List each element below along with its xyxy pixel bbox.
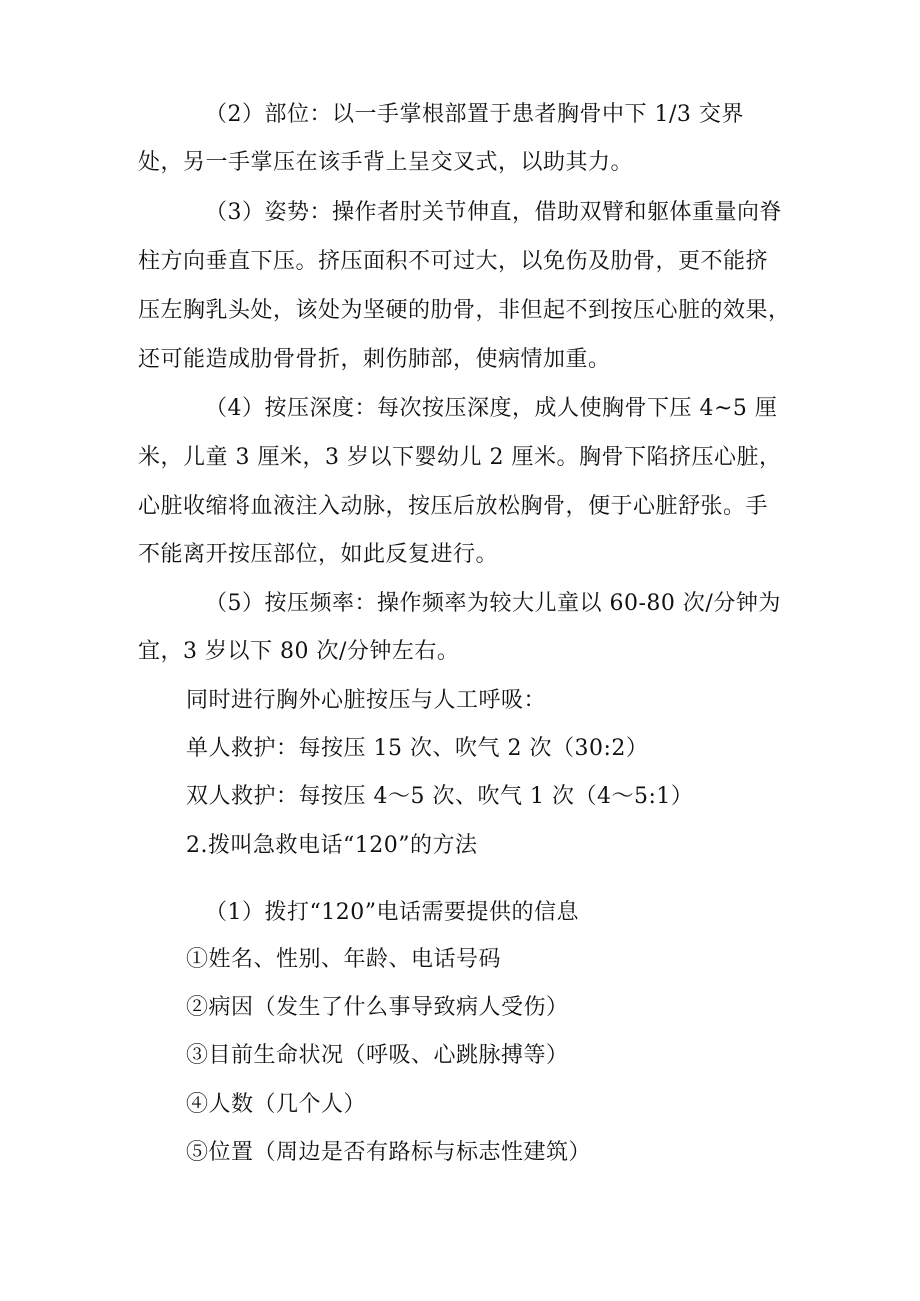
text-line: 柱方向垂直下压。挤压面积不可过大，以免伤及肋骨，更不能挤 bbox=[138, 249, 769, 274]
subsection-title: （1）拨打“120”电话需要提供的信息 bbox=[205, 900, 579, 925]
text-line: （4）按压深度：每次按压深度，成人使胸骨下压 4~5 厘 bbox=[205, 396, 778, 421]
text-line: 处，另一手掌压在该手背上呈交叉式，以助其力。 bbox=[138, 150, 634, 175]
text-line: 心脏收缩将血液注入动脉，按压后放松胸骨，便于心脏舒张。手 bbox=[138, 494, 769, 519]
list-item: ②病因（发生了什么事导致病人受伤） bbox=[186, 995, 569, 1020]
list-item: ⑤位置（周边是否有路标与标志性建筑） bbox=[186, 1140, 592, 1165]
list-item: ③目前生命状况（呼吸、心跳脉搏等） bbox=[186, 1043, 569, 1068]
text-line: 米，儿童 3 厘米，3 岁以下婴幼儿 2 厘米。胸骨下陷挤压心脏， bbox=[138, 445, 782, 470]
single-rescue-line: 单人救护：每按压 15 次、吹气 2 次（30:2） bbox=[186, 736, 649, 761]
text-line: 压左胸乳头处，该处为坚硬的肋骨，非但起不到按压心脏的效果， bbox=[138, 298, 791, 323]
list-item: ④人数（几个人） bbox=[186, 1092, 367, 1117]
text-line: （3）姿势：操作者肘关节伸直，借助双臂和躯体重量向脊 bbox=[205, 200, 782, 225]
section-title: 2.拨叫急救电话“120”的方法 bbox=[186, 833, 478, 858]
double-rescue-line: 双人救护：每按压 4～5 次、吹气 1 次（4～5:1） bbox=[186, 784, 694, 809]
text-line: 还可能造成肋骨骨折，刺伤肺部，使病情加重。 bbox=[138, 347, 611, 372]
simultaneous-heading: 同时进行胸外心脏按压与人工呼吸： bbox=[186, 688, 547, 713]
text-line: 不能离开按压部位，如此反复进行。 bbox=[138, 542, 499, 567]
text-line: （2）部位：以一手掌根部置于患者胸骨中下 1/3 交界 bbox=[205, 102, 744, 127]
text-line: 宜，3 岁以下 80 次/分钟左右。 bbox=[138, 639, 460, 664]
text-line: （5）按压频率：操作频率为较大儿童以 60-80 次/分钟为 bbox=[205, 591, 781, 616]
list-item: ①姓名、性别、年龄、电话号码 bbox=[186, 947, 502, 972]
